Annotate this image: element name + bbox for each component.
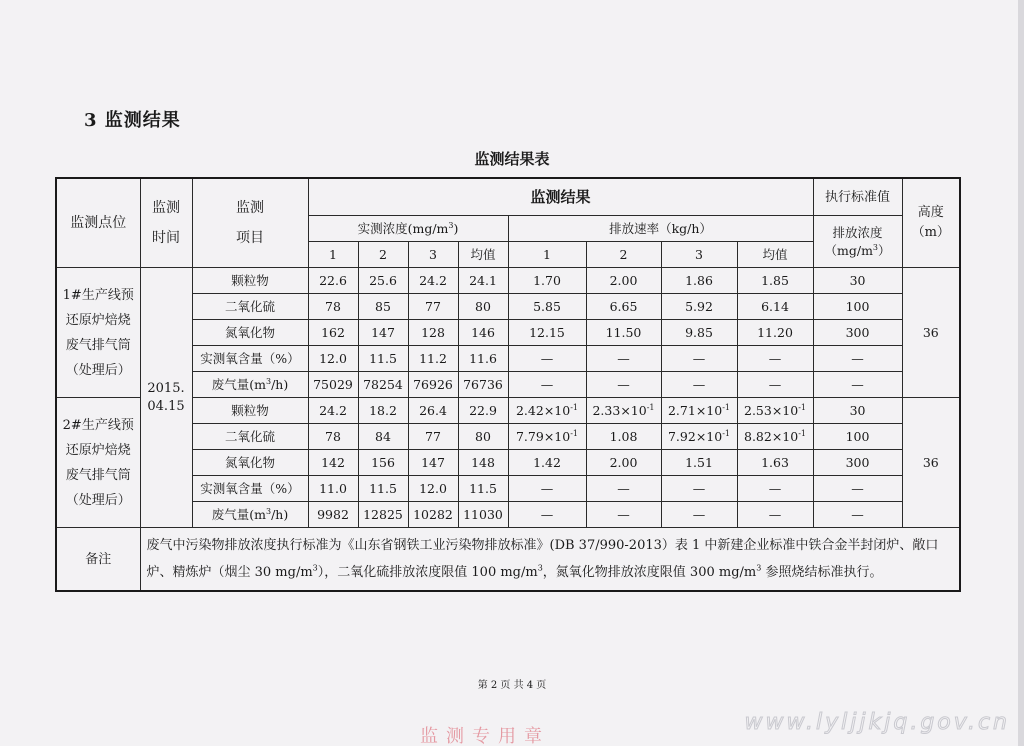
value-cell: 5.92 bbox=[661, 294, 737, 320]
value-cell: 6.65 bbox=[586, 294, 661, 320]
item-cell: 氮氧化物 bbox=[192, 320, 308, 346]
table-row bbox=[56, 346, 960, 372]
value-cell: 9982 bbox=[308, 502, 358, 528]
value-cell: — bbox=[661, 346, 737, 372]
header-n1: 1 bbox=[308, 242, 358, 268]
value-cell: 78 bbox=[308, 424, 358, 450]
value-cell: 9.85 bbox=[661, 320, 737, 346]
value-cell: 10282 bbox=[408, 502, 458, 528]
item-cell: 实测氧含量（%） bbox=[192, 476, 308, 502]
header-point: 监测点位 bbox=[56, 178, 140, 268]
value-cell: 11030 bbox=[458, 502, 508, 528]
standard-cell: 300 bbox=[813, 320, 902, 346]
value-cell: — bbox=[508, 372, 586, 398]
item-cell: 颗粒物 bbox=[192, 398, 308, 424]
value-cell: — bbox=[586, 372, 661, 398]
height-cell-2: 36 bbox=[902, 398, 960, 528]
value-cell: 147 bbox=[358, 320, 408, 346]
value-cell: 148 bbox=[458, 450, 508, 476]
value-cell: — bbox=[737, 372, 813, 398]
value-cell: 22.9 bbox=[458, 398, 508, 424]
table-row bbox=[56, 450, 960, 476]
stamp-mark: 监测专用章 bbox=[420, 726, 550, 746]
header-r3: 3 bbox=[661, 242, 737, 268]
item-cell: 二氧化硫 bbox=[192, 424, 308, 450]
header-time: 监测 时间 bbox=[140, 178, 192, 268]
item-cell: 实测氧含量（%） bbox=[192, 346, 308, 372]
value-cell: 128 bbox=[408, 320, 458, 346]
value-cell: 24.2 bbox=[408, 268, 458, 294]
table-row bbox=[56, 476, 960, 502]
item-cell: 废气量$(m^3/h)$ bbox=[192, 372, 308, 398]
value-cell: — bbox=[737, 502, 813, 528]
standard-cell: — bbox=[813, 476, 902, 502]
value-cell: 18.2 bbox=[358, 398, 408, 424]
table-row bbox=[56, 320, 960, 346]
table-row bbox=[56, 294, 960, 320]
value-cell: 2.00 bbox=[586, 268, 661, 294]
item-cell: 二氧化硫 bbox=[192, 294, 308, 320]
results-table bbox=[55, 177, 961, 592]
height-cell-1: 36 bbox=[902, 268, 960, 398]
standard-cell: — bbox=[813, 502, 902, 528]
value-cell: 156 bbox=[358, 450, 408, 476]
value-cell: $2.42\times 10^{-1}$ bbox=[508, 398, 586, 424]
value-cell: 147 bbox=[408, 450, 458, 476]
value-cell: $7.79\times 10^{-1}$ bbox=[508, 424, 586, 450]
value-cell: 77 bbox=[408, 424, 458, 450]
section-heading: 3 监测结果 bbox=[84, 110, 181, 131]
item-cell: 废气量$(m^3/h)$ bbox=[192, 502, 308, 528]
value-cell: 6.14 bbox=[737, 294, 813, 320]
standard-cell: — bbox=[813, 346, 902, 372]
value-cell: 2.00 bbox=[586, 450, 661, 476]
value-cell: 12.0 bbox=[408, 476, 458, 502]
value-cell: 22.6 bbox=[308, 268, 358, 294]
value-cell: 75029 bbox=[308, 372, 358, 398]
header-r2: 2 bbox=[586, 242, 661, 268]
page-edge bbox=[1018, 0, 1024, 746]
standard-cell: 30 bbox=[813, 398, 902, 424]
table-row bbox=[56, 268, 960, 294]
value-cell: — bbox=[586, 502, 661, 528]
value-cell: 85 bbox=[358, 294, 408, 320]
value-cell: 11.5 bbox=[358, 476, 408, 502]
table-row bbox=[56, 372, 960, 398]
item-cell: 颗粒物 bbox=[192, 268, 308, 294]
value-cell: 11.50 bbox=[586, 320, 661, 346]
value-cell: $2.33\times 10^{-1}$ bbox=[586, 398, 661, 424]
value-cell: 162 bbox=[308, 320, 358, 346]
table-title: 监测结果表 bbox=[474, 150, 550, 168]
remark-row bbox=[56, 528, 960, 592]
value-cell: — bbox=[508, 346, 586, 372]
value-cell: 78 bbox=[308, 294, 358, 320]
value-cell: 11.5 bbox=[458, 476, 508, 502]
value-cell: 1.85 bbox=[737, 268, 813, 294]
remark-label: 备注 bbox=[56, 528, 140, 592]
value-cell: 142 bbox=[308, 450, 358, 476]
header-item: 监测 项目 bbox=[192, 178, 308, 268]
value-cell: 1.08 bbox=[586, 424, 661, 450]
value-cell: — bbox=[661, 502, 737, 528]
value-cell: $8.82\times 10^{-1}$ bbox=[737, 424, 813, 450]
header-n2: 2 bbox=[358, 242, 408, 268]
value-cell: 1.86 bbox=[661, 268, 737, 294]
value-cell: 12825 bbox=[358, 502, 408, 528]
header-results: 监测结果 bbox=[308, 178, 813, 216]
value-cell: 11.20 bbox=[737, 320, 813, 346]
value-cell: 12.15 bbox=[508, 320, 586, 346]
standard-cell: 300 bbox=[813, 450, 902, 476]
value-cell: — bbox=[586, 476, 661, 502]
value-cell: 24.2 bbox=[308, 398, 358, 424]
value-cell: $2.53\times 10^{-1}$ bbox=[737, 398, 813, 424]
value-cell: 11.2 bbox=[408, 346, 458, 372]
value-cell: — bbox=[661, 476, 737, 502]
header-height: 高度 （m） bbox=[902, 178, 960, 268]
standard-cell: 100 bbox=[813, 424, 902, 450]
value-cell: — bbox=[737, 476, 813, 502]
value-cell: 11.0 bbox=[308, 476, 358, 502]
table-row bbox=[56, 424, 960, 450]
value-cell: 1.70 bbox=[508, 268, 586, 294]
header-row-1 bbox=[56, 178, 960, 216]
value-cell: 1.51 bbox=[661, 450, 737, 476]
value-cell: — bbox=[586, 346, 661, 372]
monitoring-point-1: 1#生产线预 还原炉焙烧 废气排气筒 （处理后） bbox=[56, 268, 140, 398]
remark-text: 废气中污染物排放浓度执行标准为《山东省钢铁工业污染物排放标准》(DB 37/990-2013）表 1 中新建企业标准中铁合金半封闭炉、敞口炉、精炼炉（烟尘 30 $mg/m^3$），二氧化硫排放浓度限值 100 $mg/m^3$，氮氧化物排放浓度限值 300 $mg/m^3$ 参照烧结标准执行。 bbox=[140, 528, 960, 592]
value-cell: — bbox=[661, 372, 737, 398]
watermark: www.lyljjkjq.gov.cn bbox=[744, 710, 1010, 735]
value-cell: 12.0 bbox=[308, 346, 358, 372]
header-ravg: 均值 bbox=[737, 242, 813, 268]
header-standard-sub: 排放浓度 $(mg/m^3)$ bbox=[813, 216, 902, 268]
value-cell: 146 bbox=[458, 320, 508, 346]
value-cell: — bbox=[737, 346, 813, 372]
value-cell: 24.1 bbox=[458, 268, 508, 294]
header-concentration: 实测浓度$(mg/m^3)$ bbox=[308, 216, 508, 242]
value-cell: — bbox=[508, 476, 586, 502]
monitoring-point-2: 2#生产线预 还原炉焙烧 废气排气筒 （处理后） bbox=[56, 398, 140, 528]
value-cell: 77 bbox=[408, 294, 458, 320]
value-cell: 1.42 bbox=[508, 450, 586, 476]
value-cell: 76736 bbox=[458, 372, 508, 398]
value-cell: 26.4 bbox=[408, 398, 458, 424]
value-cell: 78254 bbox=[358, 372, 408, 398]
standard-cell: 30 bbox=[813, 268, 902, 294]
value-cell: 25.6 bbox=[358, 268, 408, 294]
value-cell: 80 bbox=[458, 424, 508, 450]
header-r1: 1 bbox=[508, 242, 586, 268]
page-number: 第 2 页 共 4 页 bbox=[477, 680, 547, 691]
header-rate: 排放速率（kg/h） bbox=[508, 216, 813, 242]
item-cell: 氮氧化物 bbox=[192, 450, 308, 476]
table-row bbox=[56, 502, 960, 528]
value-cell: $7.92\times 10^{-1}$ bbox=[661, 424, 737, 450]
value-cell: 80 bbox=[458, 294, 508, 320]
monitoring-date: 2015. 04.15 bbox=[140, 268, 192, 528]
value-cell: 1.63 bbox=[737, 450, 813, 476]
header-standard: 执行标准值 bbox=[813, 178, 902, 216]
value-cell: 11.5 bbox=[358, 346, 408, 372]
standard-cell: — bbox=[813, 372, 902, 398]
value-cell: $2.71\times 10^{-1}$ bbox=[661, 398, 737, 424]
value-cell: 11.6 bbox=[458, 346, 508, 372]
header-n3: 3 bbox=[408, 242, 458, 268]
standard-cell: 100 bbox=[813, 294, 902, 320]
header-avg: 均值 bbox=[458, 242, 508, 268]
value-cell: 5.85 bbox=[508, 294, 586, 320]
value-cell: — bbox=[508, 502, 586, 528]
value-cell: 84 bbox=[358, 424, 408, 450]
table-row bbox=[56, 398, 960, 424]
value-cell: 76926 bbox=[408, 372, 458, 398]
